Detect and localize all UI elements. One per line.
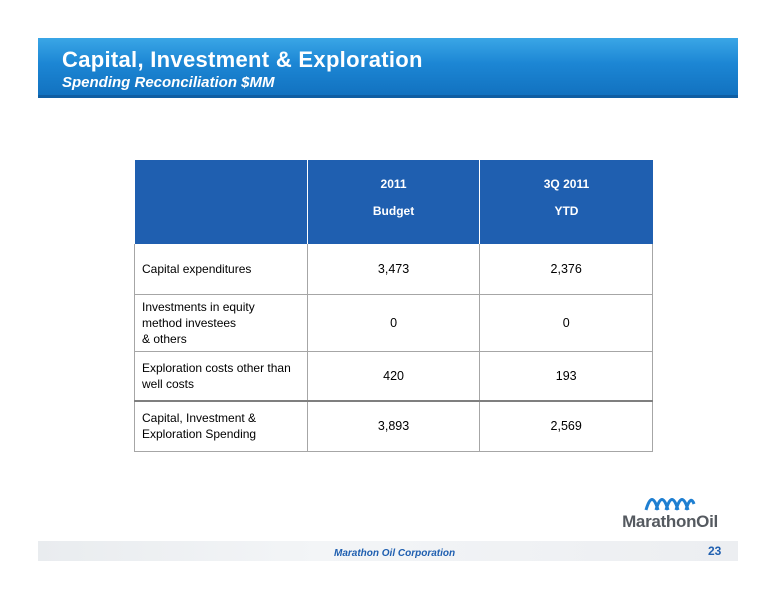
header-ytd-label: YTD xyxy=(554,204,579,218)
row-label: Capital, Investment & Exploration Spending xyxy=(135,401,308,451)
header-cell-label xyxy=(135,160,308,244)
slide-subtitle: Spending Reconciliation $MM xyxy=(62,74,275,91)
page-number: 23 xyxy=(708,544,722,558)
footer-company-name: Marathon Oil Corporation xyxy=(334,548,456,559)
row-budget-value: 420 xyxy=(307,351,480,401)
row-label: Capital expenditures xyxy=(135,244,308,294)
row-label: Exploration costs other than well costs xyxy=(135,351,308,401)
table-row xyxy=(135,244,653,294)
row-budget-value: 0 xyxy=(307,294,480,351)
row-budget-value: 3,473 xyxy=(307,244,480,294)
header-ytd-period: 3Q 2011 xyxy=(543,177,590,191)
reconciliation-table xyxy=(134,160,653,452)
row-label: Investments in equity method investees & others xyxy=(135,294,308,351)
table-row xyxy=(135,351,653,401)
header-budget-label: Budget xyxy=(372,204,415,218)
header-cell-ytd xyxy=(480,160,653,244)
table-row-total xyxy=(135,401,653,451)
row-ytd-value: 193 xyxy=(480,351,653,401)
table-header-row xyxy=(135,160,653,244)
logo-wordmark: MarathonOil xyxy=(622,512,718,531)
marathon-wave-icon xyxy=(644,494,696,512)
header-cell-budget xyxy=(307,160,480,244)
title-banner xyxy=(38,38,738,98)
row-ytd-value: 2,376 xyxy=(480,244,653,294)
row-budget-value: 3,893 xyxy=(307,401,480,451)
company-logo xyxy=(614,494,726,538)
row-ytd-value: 2,569 xyxy=(480,401,653,451)
slide-title: Capital, Investment & Exploration xyxy=(62,47,423,72)
row-ytd-value: 0 xyxy=(480,294,653,351)
header-budget-year: 2011 xyxy=(380,177,407,191)
table-row xyxy=(135,294,653,351)
